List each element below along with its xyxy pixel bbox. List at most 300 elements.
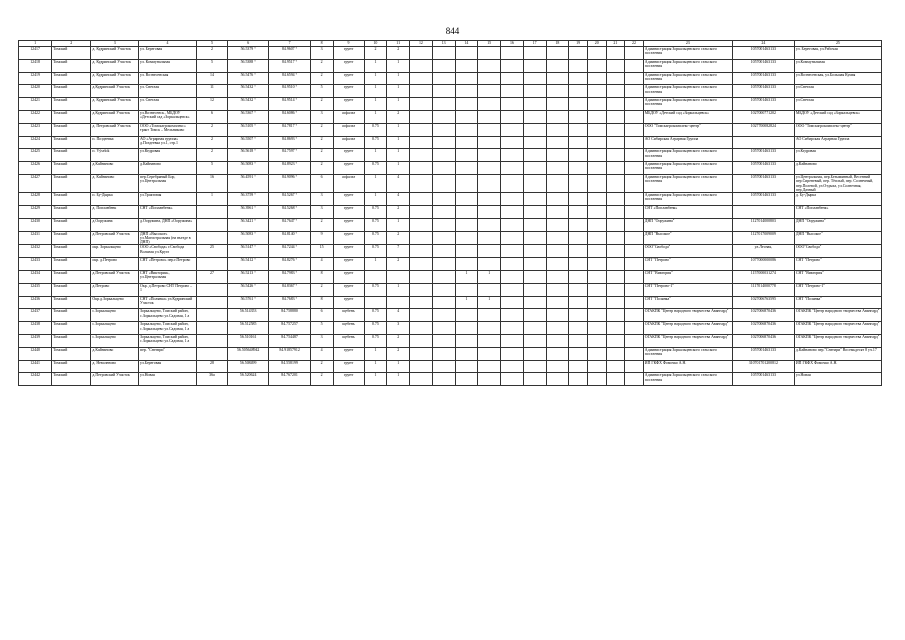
table-cell: Томский xyxy=(52,347,91,360)
table-cell xyxy=(501,245,524,258)
table-cell xyxy=(410,123,433,136)
table-row xyxy=(19,335,882,348)
table-cell: грунт xyxy=(333,373,364,386)
table-cell: МБДОУ «Детский сад «Зоркальцевск» xyxy=(643,110,732,123)
table-cell: 56.512585 xyxy=(227,322,268,335)
table-cell xyxy=(478,98,501,111)
table-cell: 1 xyxy=(455,296,478,309)
table-cell xyxy=(625,258,644,271)
table-cell: 6 xyxy=(310,174,333,192)
table-cell xyxy=(410,271,433,284)
table-cell xyxy=(523,205,546,218)
table-cell xyxy=(432,205,455,218)
table-cell: 56.5507 ° xyxy=(227,136,268,149)
table-row xyxy=(19,149,882,162)
table-cell xyxy=(501,59,524,72)
table-cell: ДНП "Ооружина" xyxy=(643,218,732,231)
table-cell: 1057001463133 xyxy=(732,47,794,60)
table-cell: грунт xyxy=(333,85,364,98)
table-cell xyxy=(455,258,478,271)
table-cell: 1 xyxy=(364,85,387,98)
table-cell xyxy=(432,283,455,296)
table-cell: д.Ооружина, ДНП «Ооружина» xyxy=(139,218,197,231)
table-cell: Томский xyxy=(52,218,91,231)
table-cell xyxy=(196,322,227,335)
table-cell xyxy=(569,149,588,162)
table-cell xyxy=(196,218,227,231)
table-cell: д.Кайнаново xyxy=(91,347,139,360)
table-cell: 56.508499 xyxy=(227,360,268,373)
column-number: 25 xyxy=(794,41,881,47)
table-cell xyxy=(606,136,625,149)
column-number: 8 xyxy=(310,41,333,47)
table-cell xyxy=(501,123,524,136)
table-cell: 56.5213 ° xyxy=(227,271,268,284)
table-cell: с.Зоркальцево xyxy=(91,335,139,348)
table-cell: СНТ «Полянка» ул.Кудринский Участок xyxy=(139,296,197,309)
table-cell: Томский xyxy=(52,335,91,348)
table-cell: грунт xyxy=(333,258,364,271)
table-cell xyxy=(606,98,625,111)
table-cell: 0.75 xyxy=(364,245,387,258)
table-cell xyxy=(625,193,644,206)
table-cell: СНТ "Виктория" xyxy=(643,271,732,284)
table-cell xyxy=(455,218,478,231)
table-cell xyxy=(410,347,433,360)
table-cell xyxy=(432,271,455,284)
table-cell xyxy=(569,245,588,258)
table-cell xyxy=(455,205,478,218)
table-cell xyxy=(569,98,588,111)
table-cell xyxy=(625,205,644,218)
table-cell: 2 xyxy=(196,123,227,136)
column-number: 20 xyxy=(587,41,606,47)
table-cell xyxy=(587,193,606,206)
table-cell xyxy=(732,205,794,218)
table-cell xyxy=(523,322,546,335)
table-cell: 12440 xyxy=(19,347,52,360)
table-cell: окр. д.Петрово xyxy=(91,258,139,271)
table-cell xyxy=(523,85,546,98)
table-cell: д.Кайнаново xyxy=(139,162,197,175)
table-cell xyxy=(546,373,569,386)
table-cell: 4 xyxy=(387,309,410,322)
table-cell: Зоркальцево, Томский район, с.Зоркальцево ул.Садовая, 1 а xyxy=(139,335,197,348)
table-cell: 56.510161 xyxy=(227,335,268,348)
table-cell: Администрация Зоркальцевского сельского поселения xyxy=(643,373,732,386)
table-cell: д.Ооружина xyxy=(91,218,139,231)
table-cell: 5 xyxy=(196,59,227,72)
table-cell: 1 xyxy=(387,59,410,72)
table-cell: ИП ГКФХ Фомочко А.Н. xyxy=(794,360,881,373)
column-number: 19 xyxy=(569,41,588,47)
table-cell: д.Петрово xyxy=(91,283,139,296)
table-cell: асфальт xyxy=(333,110,364,123)
table-cell: ОГАКПК "Центр народного творчества Авангард" xyxy=(794,309,881,322)
table-cell: 2 xyxy=(310,136,333,149)
table-cell xyxy=(410,72,433,85)
table-row xyxy=(19,136,882,149)
table-cell: 84.757257 xyxy=(269,322,310,335)
table-cell xyxy=(432,231,455,245)
table-cell: 1 xyxy=(364,149,387,162)
table-cell xyxy=(410,59,433,72)
table-cell: ДНП "Высокое" xyxy=(794,231,881,245)
table-cell xyxy=(432,47,455,60)
column-number: 4 xyxy=(139,41,197,47)
table-cell: ОГАКПК "Центр народного творчества Авангард" xyxy=(643,335,732,348)
table-cell: 84.7683 ° xyxy=(269,296,310,309)
table-cell xyxy=(546,136,569,149)
table-cell: 1 xyxy=(387,162,410,175)
table-cell: 1 xyxy=(387,72,410,85)
table-cell: 84.8367 ° xyxy=(269,283,310,296)
table-cell xyxy=(501,271,524,284)
table-cell: 16 xyxy=(196,174,227,192)
table-cell: с.Зоркальцево xyxy=(91,309,139,322)
table-cell: 1057001463133 xyxy=(732,72,794,85)
table-cell: Томский xyxy=(52,98,91,111)
table-cell: 12437 xyxy=(19,309,52,322)
table-cell: 15 xyxy=(310,245,333,258)
table-cell: 1057001463133 xyxy=(732,85,794,98)
table-cell xyxy=(546,335,569,348)
table-cell xyxy=(587,123,606,136)
table-cell: грунт xyxy=(333,193,364,206)
column-number: 24 xyxy=(732,41,794,47)
table-cell xyxy=(501,347,524,360)
table-cell: Зоркальцево, Томский район, с.Зоркальцево ул.Садовая, 1 а xyxy=(139,322,197,335)
table-cell: 56.3421 ° xyxy=(227,218,268,231)
table-cell xyxy=(523,59,546,72)
column-number: 10 xyxy=(364,41,387,47)
table-cell: Томский xyxy=(52,162,91,175)
table-cell: 1157000031274 xyxy=(732,271,794,284)
table-cell: СНТ «Поплавбенк» xyxy=(643,205,732,218)
table-cell xyxy=(478,59,501,72)
table-cell: 1057001463133 xyxy=(732,347,794,360)
table-cell xyxy=(546,218,569,231)
table-cell: СНТ «Петрово» пер.г.Петрово xyxy=(139,258,197,271)
table-cell xyxy=(523,218,546,231)
table-cell xyxy=(587,47,606,60)
table-cell xyxy=(523,110,546,123)
table-cell xyxy=(606,335,625,348)
table-row xyxy=(19,218,882,231)
table-cell xyxy=(501,193,524,206)
table-cell: ул.Вознесенск., МБДОУ «Детский сад «Зоркальцевск» xyxy=(139,110,197,123)
column-number: 16 xyxy=(501,41,524,47)
table-cell xyxy=(432,85,455,98)
table-cell: 12428 xyxy=(19,193,52,206)
table-cell xyxy=(196,258,227,271)
table-cell: д.Кудринский Участок xyxy=(91,85,139,98)
table-cell: 2 xyxy=(196,149,227,162)
table-cell xyxy=(478,162,501,175)
table-cell xyxy=(587,271,606,284)
table-cell: 1027006763595 xyxy=(732,296,794,309)
table-cell: Томский xyxy=(52,373,91,386)
table-cell: д.Петровский Участок xyxy=(91,231,139,245)
table-cell: 0.75 xyxy=(364,136,387,149)
table-cell xyxy=(546,174,569,192)
table-cell: 84.9517 ° xyxy=(269,59,310,72)
table-cell: 56.3759 ° xyxy=(227,193,268,206)
table-cell: 1027700082824 xyxy=(732,123,794,136)
table-cell: щебень xyxy=(333,322,364,335)
table-cell: 84.758880 xyxy=(269,309,310,322)
table-cell: Томский xyxy=(52,360,91,373)
table-cell xyxy=(606,174,625,192)
table-cell: грунт xyxy=(333,231,364,245)
table-cell xyxy=(523,231,546,245)
table-cell: щебень xyxy=(333,309,364,322)
table-cell xyxy=(587,98,606,111)
table-cell xyxy=(546,322,569,335)
table-cell xyxy=(546,123,569,136)
table-cell: ООО"Свобода" xyxy=(643,245,732,258)
table-cell: 1057001463133 xyxy=(732,193,794,206)
table-cell xyxy=(196,296,227,309)
table-cell xyxy=(625,296,644,309)
table-cell xyxy=(569,136,588,149)
table-row xyxy=(19,296,882,309)
table-cell xyxy=(455,123,478,136)
table-cell: 56.520624 xyxy=(227,373,268,386)
table-cell xyxy=(432,360,455,373)
table-cell: пер. "Снегири" xyxy=(139,347,197,360)
table-cell: 2 xyxy=(310,162,333,175)
table-cell xyxy=(569,193,588,206)
table-cell: 0.75 xyxy=(364,309,387,322)
table-cell xyxy=(364,271,387,284)
table-cell xyxy=(606,296,625,309)
table-cell: грунт xyxy=(333,218,364,231)
table-cell xyxy=(410,296,433,309)
column-number: 18 xyxy=(546,41,569,47)
table-cell: Томский xyxy=(52,174,91,192)
table-cell xyxy=(546,47,569,60)
table-cell: 25 xyxy=(196,245,227,258)
table-cell xyxy=(410,258,433,271)
table-cell: д. Кудринский Участок xyxy=(91,98,139,111)
table-cell xyxy=(501,110,524,123)
table-cell xyxy=(478,85,501,98)
table-cell xyxy=(455,360,478,373)
table-cell xyxy=(546,162,569,175)
table-cell xyxy=(410,110,433,123)
table-cell: 1 xyxy=(196,193,227,206)
table-cell xyxy=(569,231,588,245)
table-cell: д.Кайнаново xyxy=(91,162,139,175)
table-cell: СНТ "Петрово" xyxy=(794,258,881,271)
table-cell xyxy=(455,98,478,111)
table-row xyxy=(19,283,882,296)
table-cell: 1077000000086 xyxy=(732,258,794,271)
table-cell xyxy=(523,271,546,284)
table-cell xyxy=(478,347,501,360)
table-cell xyxy=(606,271,625,284)
table-cell xyxy=(455,193,478,206)
table-cell xyxy=(606,373,625,386)
table-cell xyxy=(432,98,455,111)
table-cell: 56.5379 ° xyxy=(227,47,268,60)
table-cell: 1 xyxy=(364,98,387,111)
table-cell: ул. Светлая xyxy=(139,85,197,98)
table-cell: 3 xyxy=(310,110,333,123)
table-cell xyxy=(546,296,569,309)
table-cell: грунт xyxy=(333,347,364,360)
table-cell: асфальт xyxy=(333,174,364,192)
table-cell xyxy=(546,360,569,373)
table-cell: 1 xyxy=(364,110,387,123)
table-cell xyxy=(625,72,644,85)
table-cell xyxy=(478,245,501,258)
table-cell: ул.Береговая xyxy=(139,360,197,373)
table-cell xyxy=(478,322,501,335)
table-cell xyxy=(501,85,524,98)
table-cell: п. Бу-Дырка xyxy=(91,193,139,206)
table-cell: 1 xyxy=(364,347,387,360)
column-number: 7 xyxy=(269,41,310,47)
table-cell: 5 xyxy=(196,162,227,175)
table-cell: 84.6086 ° xyxy=(269,110,310,123)
table-cell: 4 xyxy=(387,174,410,192)
table-cell xyxy=(196,347,227,360)
column-number: 13 xyxy=(432,41,455,47)
table-cell xyxy=(410,85,433,98)
table-cell xyxy=(587,59,606,72)
table-cell xyxy=(410,136,433,149)
table-cell xyxy=(587,258,606,271)
table-cell xyxy=(523,335,546,348)
table-cell xyxy=(478,218,501,231)
table-cell: 12418 xyxy=(19,59,52,72)
table-cell xyxy=(410,245,433,258)
table-cell: СНТ «Виктория», ул.Центральная xyxy=(139,271,197,284)
table-cell xyxy=(625,149,644,162)
table-cell: 56.5388 ° xyxy=(227,59,268,72)
table-cell: ООО «Свобода» г.Свобода Вольная ул.Кругл xyxy=(139,245,197,258)
table-cell: АО Сибирская Аграрная Группа xyxy=(794,136,881,149)
table-cell: д. Поплавбенк xyxy=(91,205,139,218)
table-cell xyxy=(625,98,644,111)
table-cell xyxy=(587,283,606,296)
table-cell: 1 xyxy=(364,360,387,373)
table-cell xyxy=(606,162,625,175)
table-cell: 56.5618 ° xyxy=(227,149,268,162)
table-cell xyxy=(625,360,644,373)
table-row xyxy=(19,309,882,322)
table-cell: Томский xyxy=(52,72,91,85)
table-cell xyxy=(455,322,478,335)
table-cell: д. Неволеново xyxy=(91,360,139,373)
table-cell: 3 xyxy=(310,193,333,206)
table-cell: д.Кудринский Участок xyxy=(91,110,139,123)
table-cell: 310701701200812 xyxy=(732,360,794,373)
table-cell: 12425 xyxy=(19,149,52,162)
table-cell xyxy=(501,231,524,245)
table-cell: 0.75 xyxy=(364,231,387,245)
table-cell: 2 xyxy=(387,205,410,218)
table-cell xyxy=(387,271,410,284)
table-cell xyxy=(587,335,606,348)
table-cell: 36а xyxy=(196,373,227,386)
table-cell xyxy=(606,322,625,335)
table-cell: 9 xyxy=(310,231,333,245)
table-cell: асфальт xyxy=(333,123,364,136)
table-cell: ул.Трактовая xyxy=(139,193,197,206)
table-row xyxy=(19,245,882,258)
table-cell: Администрация Зоркальцевского сельского поселения xyxy=(643,59,732,72)
table-cell: Администрация Зоркальцевского сельского поселения xyxy=(643,174,732,192)
table-cell: 1 xyxy=(455,271,478,284)
table-cell: 2 xyxy=(310,373,333,386)
table-cell: п. Поздеевка xyxy=(91,136,139,149)
table-cell xyxy=(478,283,501,296)
table-cell: Администрация Зоркальцевского сельского поселения xyxy=(643,193,732,206)
table-cell: 84.8140 ° xyxy=(269,231,310,245)
table-cell: 12430 xyxy=(19,218,52,231)
table-cell: 4 xyxy=(387,193,410,206)
table-cell: 1057001463133 xyxy=(732,149,794,162)
table-cell: 2 xyxy=(310,149,333,162)
table-cell: 1 xyxy=(364,72,387,85)
table-cell xyxy=(587,85,606,98)
table-cell: 56.5426 ° xyxy=(227,283,268,296)
table-cell xyxy=(455,347,478,360)
table-cell xyxy=(432,258,455,271)
table-cell xyxy=(587,218,606,231)
table-cell xyxy=(587,174,606,192)
table-cell: Томский xyxy=(52,296,91,309)
table-cell: Администрация Зоркальцевского сельского поселения xyxy=(643,162,732,175)
table-cell xyxy=(432,123,455,136)
table-cell: д. Бу-Дырка xyxy=(794,193,881,206)
table-cell xyxy=(432,218,455,231)
table-cell: ул. Береговая xyxy=(139,47,197,60)
table-cell: грунт xyxy=(333,296,364,309)
table-cell xyxy=(606,283,625,296)
table-row xyxy=(19,110,882,123)
table-cell xyxy=(625,174,644,192)
table-cell: 84.5268 ° xyxy=(269,205,310,218)
table-cell xyxy=(569,85,588,98)
column-number: 14 xyxy=(455,41,478,47)
table-cell: Администрация Зоркальцевского сельского поселения xyxy=(643,72,732,85)
table-cell: 2 xyxy=(387,347,410,360)
table-cell: 56.514353 xyxy=(227,309,268,322)
table-cell xyxy=(587,296,606,309)
table-cell xyxy=(606,123,625,136)
table-cell: ул. Береговая, ул.Рабочая xyxy=(794,47,881,60)
table-cell: 84.558199 xyxy=(269,360,310,373)
table-cell: Администрация Зоркальцевского сельского поселения xyxy=(643,85,732,98)
table-cell: 56.5147 ° xyxy=(227,245,268,258)
table-cell xyxy=(432,59,455,72)
table-cell xyxy=(501,174,524,192)
table-cell xyxy=(523,309,546,322)
table-cell xyxy=(569,309,588,322)
table-cell: 1057001463133 xyxy=(732,174,794,192)
table-cell: ОГАКПК "Центр народного творчества Авангард" xyxy=(643,309,732,322)
table-cell: 12436 xyxy=(19,296,52,309)
table-cell xyxy=(625,136,644,149)
table-cell: ОГАКПК "Центр народного творчества Авангард" xyxy=(794,335,881,348)
table-cell xyxy=(625,231,644,245)
table-cell: 3 xyxy=(310,335,333,348)
column-number: 15 xyxy=(478,41,501,47)
